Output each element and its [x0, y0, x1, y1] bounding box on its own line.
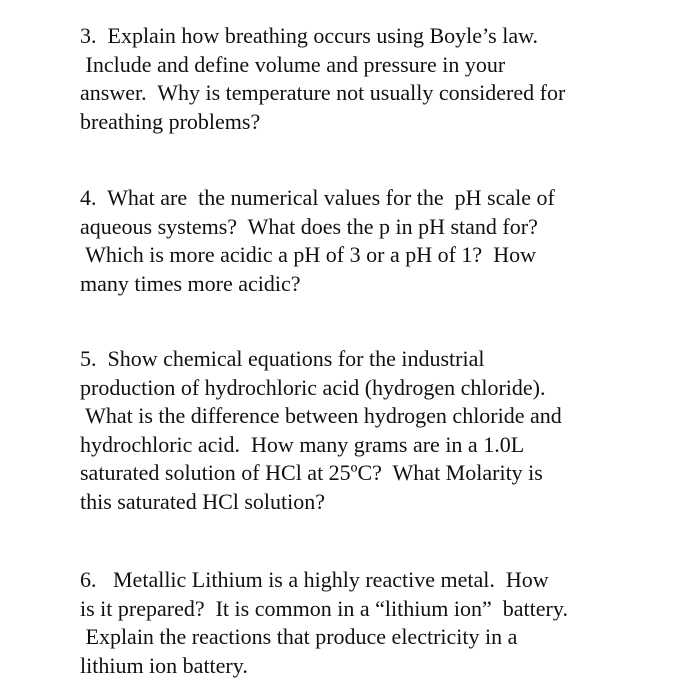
question-3-line-4: breathing problems?	[80, 108, 261, 134]
question-6-line-4: lithium ion battery.	[80, 652, 248, 678]
question-5-line-2: production of hydrochloric acid (hydrogen chloride).	[80, 374, 546, 400]
question-5-line-6: this saturated HCl solution?	[80, 488, 326, 514]
question-6	[80, 566, 680, 680]
question-5-line-4: hydrochloric acid. How many grams are in a 1.0L	[80, 431, 525, 457]
question-5-line-3: What is the difference between hydrogen chloride and	[80, 403, 562, 428]
question-4-line-1: 4. What are the numerical values for the pH scale of	[80, 185, 555, 210]
question-6-line-2: is it prepared? It is common in a “lithium ion” battery.	[80, 595, 568, 621]
question-4-line-3: Which is more acidic a pH of 3 or a pH of 1? How	[80, 242, 536, 267]
question-3-line-3: answer. Why is temperature not usually considered for	[80, 80, 566, 105]
question-3	[80, 22, 680, 136]
question-6-line-3: Explain the reactions that produce electricity in a	[80, 624, 518, 649]
question-4-line-4: many times more acidic?	[80, 270, 301, 296]
question-5	[80, 345, 680, 516]
question-4	[80, 184, 680, 298]
question-5-line-1: 5. Show chemical equations for the industrial	[80, 346, 485, 371]
question-3-line-2: Include and define volume and pressure in your	[80, 51, 506, 77]
question-6-line-1: 6. Metallic Lithium is a highly reactive metal. How	[80, 567, 549, 592]
question-3-line-1: 3. Explain how breathing occurs using Boyle’s law.	[80, 23, 539, 48]
question-5-line-5: saturated solution of HCl at 25ºC? What Molarity is	[80, 460, 543, 485]
question-4-line-2: aqueous systems? What does the p in pH stand for?	[80, 213, 538, 239]
